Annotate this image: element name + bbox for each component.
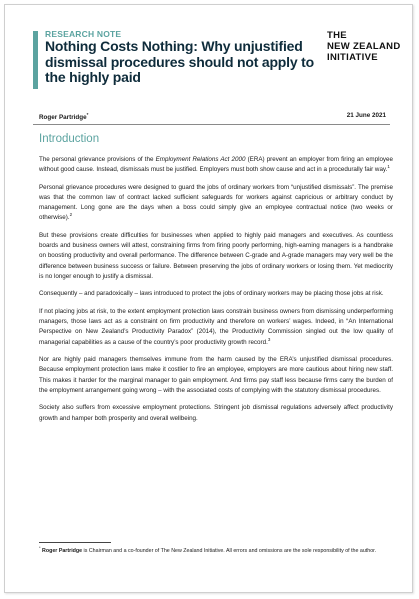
paragraph <box>39 355 393 396</box>
report-type-label: RESEARCH NOTE <box>45 29 122 39</box>
paragraph <box>39 155 393 175</box>
author-footnote-marker: * <box>86 112 89 117</box>
document-title: Nothing Costs Nothing: Why unjustified dismissal procedures should not apply to the highly paid <box>45 38 314 85</box>
document-page <box>4 4 413 593</box>
footnote-text: is Chairman and a co-founder of The New Zealand Initiative. All errors and omissions are the sole responsibility of the author. <box>82 548 377 554</box>
logo-line: NEW ZEALAND <box>327 41 401 52</box>
header-divider <box>33 124 390 125</box>
author-byline <box>39 112 88 121</box>
author-name: Roger Partridge <box>39 114 87 122</box>
act-title: Employment Relations Act 2000 <box>155 156 246 163</box>
logo-line: THE <box>327 30 347 41</box>
paragraph-text: Consequently – and paradoxically – laws introduced to protect the jobs of ordinary workers may be placing those jobs at risk. <box>39 290 384 298</box>
paragraph-text: If not placing jobs at risk, to the extent employment protection laws constrain business owners from dismissing underperforming managers, those laws act as a constraint on firm productivity and therefore on workers’ wages. Indeed, in “An International Perspective on New Zealand’s Productivity Paradox” (2014), the Productivity Commission singled out the low quality of managerial capabilities as a cause of the country’s poor productivity growth record. <box>39 308 393 346</box>
footnote <box>39 547 393 556</box>
accent-bar <box>33 31 38 89</box>
footnote-marker: * <box>39 545 41 551</box>
paragraph <box>39 183 393 224</box>
footnote-ref: 2 <box>69 212 73 218</box>
paragraph <box>39 307 393 348</box>
logo-line: INITIATIVE <box>327 52 378 63</box>
paragraph <box>39 289 393 299</box>
paragraph-text: (ERA) prevent an employer from firing an employee without good cause. Instead, dismissals must be justified. Employers must both show cause and act in a procedurally fair way. <box>39 156 394 174</box>
paragraph-text: The personal grievance provisions of the <box>39 156 156 163</box>
publication-date: 21 June 2021 <box>346 112 386 119</box>
body-text <box>39 155 393 431</box>
paragraph-text: Society also suffers from excessive employment protections. Stringent job dismissal regulations adversely affect productivity growth and hamper both prosperity and overall wellbeing. <box>39 404 393 422</box>
footnote-author: Roger Partridge <box>42 548 83 554</box>
paragraph-text: Nor are highly paid managers themselves immune from the harm caused by the ERA’s unjustified dismissal procedures. Because employment protection laws make it costlier to fire an employee, employers are more cautious about hiring new staff. This makes it harder for the marginal manager to gain employment. And firms pay staff less because firms carry the burden of the employment arrangement going wrong – with the associated costs of complying with the statutory dismissal procedures. <box>39 356 393 394</box>
paragraph-text: Personal grievance procedures were designed to guard the jobs of ordinary workers from “unjustified dismissals”. The premise was that the common law of contract lacked sufficient safeguards for workers against capricious or arbitrary conduct by management. Long gone are the days when a boss could simply give an employee contractual notice (two weeks or otherwise). <box>39 183 393 222</box>
footnote-ref: 1 <box>387 164 390 170</box>
footnote-ref: 3 <box>267 336 271 342</box>
paragraph <box>39 231 393 282</box>
footnote-divider <box>39 542 111 543</box>
paragraph-text: But these provisions create difficulties for businesses when applied to highly paid managers and executives. As countless boards and business owners will attest, constraining firms from firing poorly performing, high-earning managers is a handbrake on boosting productivity and overall performance. The difference between C-grade and A-grade managers may very well be the difference between business success or failure. Between preserving the jobs of ordinary workers or losing them. Yet mediocrity is no longer enough to justify a dismissal. <box>39 232 393 280</box>
organisation-logo <box>327 30 405 63</box>
paragraph <box>39 403 393 423</box>
section-heading: Introduction <box>39 133 100 145</box>
